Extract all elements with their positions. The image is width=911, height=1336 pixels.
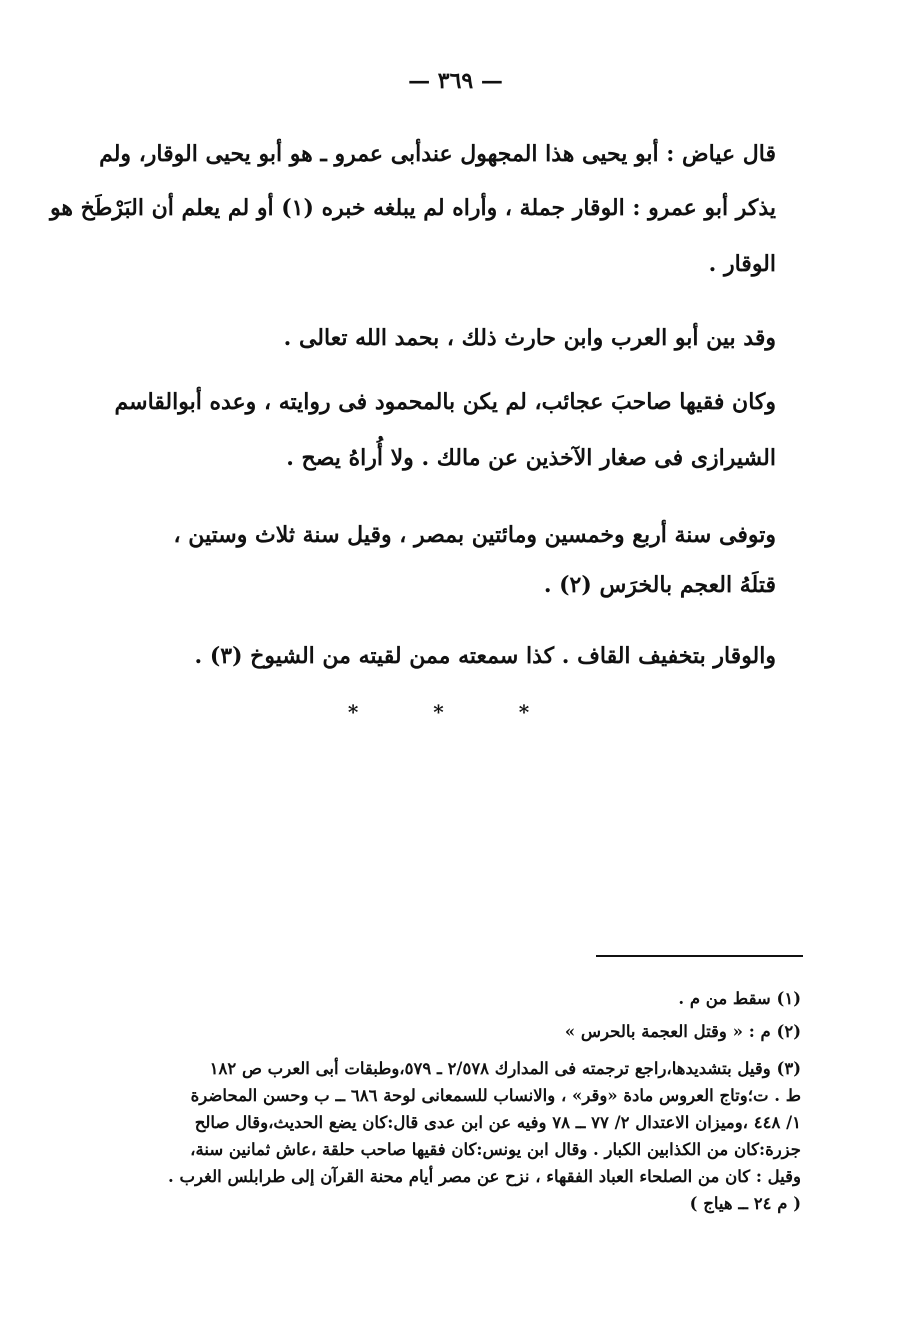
body-text-line: والوقار بتخفيف القاف . كذا سمعته ممن لقيته من الشيوخ (٣) . — [194, 643, 776, 669]
footnote-divider — [596, 955, 803, 957]
body-text-line: يذكر أبو عمرو : الوقار جملة ، وأراه لم يبلغه خبره (١) أو لم يعلم أن البَرْطَخ هو — [50, 195, 776, 221]
body-text-line: قال عياض : أبو يحيى هذا المجهول عندأبى عمرو ـ هو أبو يحيى الوقار، ولم — [99, 141, 776, 167]
body-text-line: وقد بين أبو العرب وابن حارث ذلك ، بحمد الله تعالى . — [283, 325, 776, 351]
footnote-line: (٢) م : « وقتل العجمة بالحرس » — [564, 1022, 801, 1041]
body-text-line: الشيرازى فى صغار الآخذين عن مالك . ولا أُراهُ يصح . — [286, 445, 776, 471]
footnote-line: ( م ٢٤ ــ هياج ) — [689, 1194, 801, 1213]
body-text-line: وكان فقيها صاحبَ عجائب، لم يكن بالمحمود فى روايته ، وعده أبوالقاسم — [114, 389, 776, 415]
footnote-line: (٣) وقيل بتشديدها،راجع ترجمته فى المدارك ٢/٥٧٨ ـ ٥٧٩،وطبقات أبى العرب ص ١٨٢ — [209, 1059, 801, 1078]
footnote-line: ط . ت؛وتاج العروس مادة «وقر» ، والانساب للسمعانى لوحة ٦٨٦ ــ ب وحسن المحاضرة — [190, 1086, 801, 1105]
body-text-line: وتوفى سنة أربع وخمسين ومائتين بمصر ، وقيل سنة ثلاث وستين ، — [173, 522, 776, 548]
body-text-line: قتلَهُ العجم بالخرَس (٢) . — [543, 572, 776, 598]
footnote-line: وقيل : كان من الصلحاء العباد الفقهاء ، نزح عن مصر أيام محنة القرآن إلى طرابلس الغرب . — [168, 1167, 801, 1186]
body-text-line: الوقار . — [708, 251, 776, 277]
footnote-line: جزرة:كان من الكذابين الكبار . وقال ابن يونس:كان فقيها صاحب حلقة ،عاش ثمانين سنة، — [190, 1140, 801, 1159]
page-number: — ٣٦٩ — — [408, 68, 503, 94]
section-separator: * * * — [347, 700, 564, 724]
footnote-line: (١) سقط من م . — [678, 989, 801, 1008]
footnote-line: ١/ ٤٤٨ ،وميزان الاعتدال ٢/ ٧٧ ــ ٧٨ وفيه عن ابن عدى قال:كان يضع الحديث،وقال صالح — [194, 1113, 801, 1132]
